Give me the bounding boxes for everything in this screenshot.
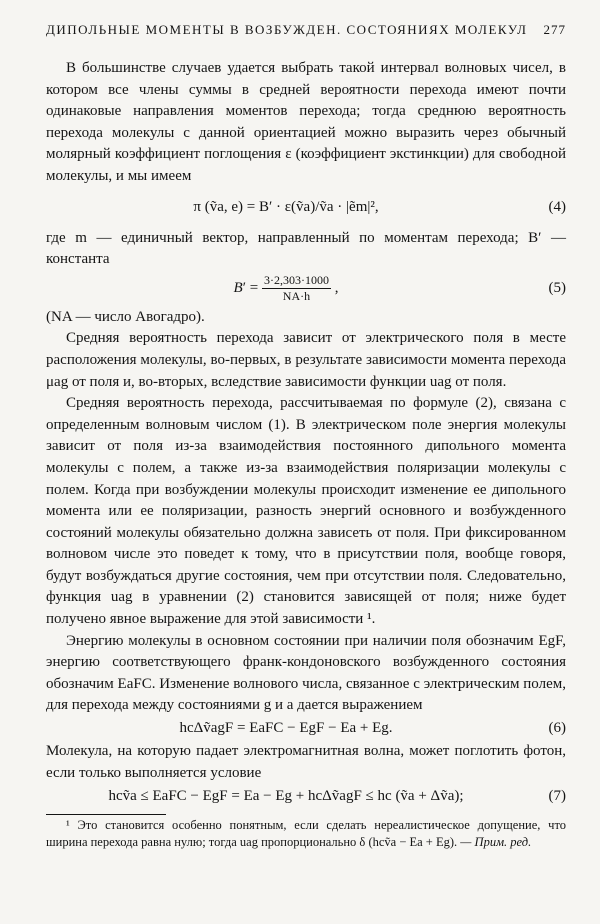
page-body: [46, 58, 566, 851]
equation-5-number: (5): [548, 279, 566, 296]
equation-7: [46, 784, 566, 810]
equation-5-denominator: NA·h: [282, 289, 311, 304]
equation-4-number: (4): [548, 198, 566, 215]
equation-4: [46, 188, 566, 228]
paragraph-2b: (NA — число Авогадро).: [46, 308, 205, 325]
equation-7-number: (7): [548, 788, 566, 805]
equation-5-numerator: 3·2,303·1000: [263, 273, 329, 288]
paragraph-3: Средняя вероятность перехода зависит от электрического поля в месте расположения молекулы, во-первых, в результате зависимости момента перехода μag от поля и, во-вторых, вследствие зависимости функции uag от поля.: [46, 330, 566, 390]
footnote-editor-note: — Прим. ред.: [460, 835, 532, 850]
equation-5-formula: B′ = $\frac{3\cdot 2,303\cdot 1000}{NA\cdot h}$ ,: [233, 273, 339, 304]
paragraph-2: где m — единичный вектор, направленный по моментам перехода; B′ — константа: [46, 229, 566, 268]
paragraph-4: Средняя вероятность перехода, рассчитываемая по формуле (2), связана с определенным волновым числом (1). В электрическом поле энергия молекулы зависит от поля из-за взаимодействия постоянного дипольного момента молекулы с полем, а также из-за взаимодействия поляризации молекулы с полем. Когда при возбуждении молекулы происходит изменение ее дипольного момента или ее поляризации, разность энергий основного и возбужденного состояний молекулы обязательно должна зависеть от поля. При фиксированном волновом числе это поведет к тому, что в присутствии поля, вообще говоря, будут возбуждаться другие состояния, чем при отсутствии поля. Следовательно, функция uag в уравнении (2) становится зависящей от поля; ниже будет получено явное выражение для этой зависимости ¹.: [46, 395, 566, 628]
equation-7-formula: hcṽa ≤ EaFC − EgF = Ea − Eg + hcΔṽagF ≤ hc (ṽa + Δṽa);: [108, 788, 464, 805]
paragraph-1: В большинстве случаев удается выбрать такой интервал волновых чисел, в котором все члены суммы в средней вероятности перехода имеют почти одинаковые направления моментов перехода; тогда среднюю вероятность перехода молекулы с данной ориентацией можно выразить через обычный молярный коэффициент поглощения ε (коэффициент экстинкции) для свободной молекулы, и мы имеем: [46, 60, 566, 184]
paragraph-6: Молекула, на которую падает электромагнитная волна, может поглотить фотон, если только выполняется условие: [46, 743, 566, 781]
footnote: [46, 817, 566, 851]
page-number: 277: [543, 22, 566, 37]
footnote-text: Это становится особенно понятным, если сделать нереалистическое допущение, что ширина перехода равна нулю; тогда uag пропорционально δ (hcṽa − Ea + Eg).: [46, 818, 567, 850]
footnote-divider: [46, 814, 166, 815]
equation-4-formula: π (ṽa, e) = B′ · ε(ṽa)/ṽa · |ẽm|²,: [193, 198, 379, 215]
equation-5: [46, 271, 566, 307]
equation-6-number: (6): [548, 720, 566, 737]
running-title: ДИПОЛЬНЫЕ МОМЕНТЫ В ВОЗБУЖДЕН. СОСТОЯНИЯХ МОЛЕКУЛ: [46, 22, 528, 37]
footnote-mark: ¹: [66, 818, 70, 833]
running-header: [46, 22, 566, 38]
equation-6-formula: hcΔṽagF = EaFC − EgF − Ea + Eg.: [179, 720, 393, 737]
paragraph-5: Энергию молекулы в основном состоянии при наличии поля обозначим EgF, энергию соответствующего франк-кондоновского возбужденного состояния обозначим EaFC. Изменение волнового числа, связанное с электрическим полем, для перехода между состояниями g и a дается выражением: [46, 632, 566, 714]
equation-5-fraction: [262, 273, 331, 304]
equation-6: [46, 717, 566, 741]
